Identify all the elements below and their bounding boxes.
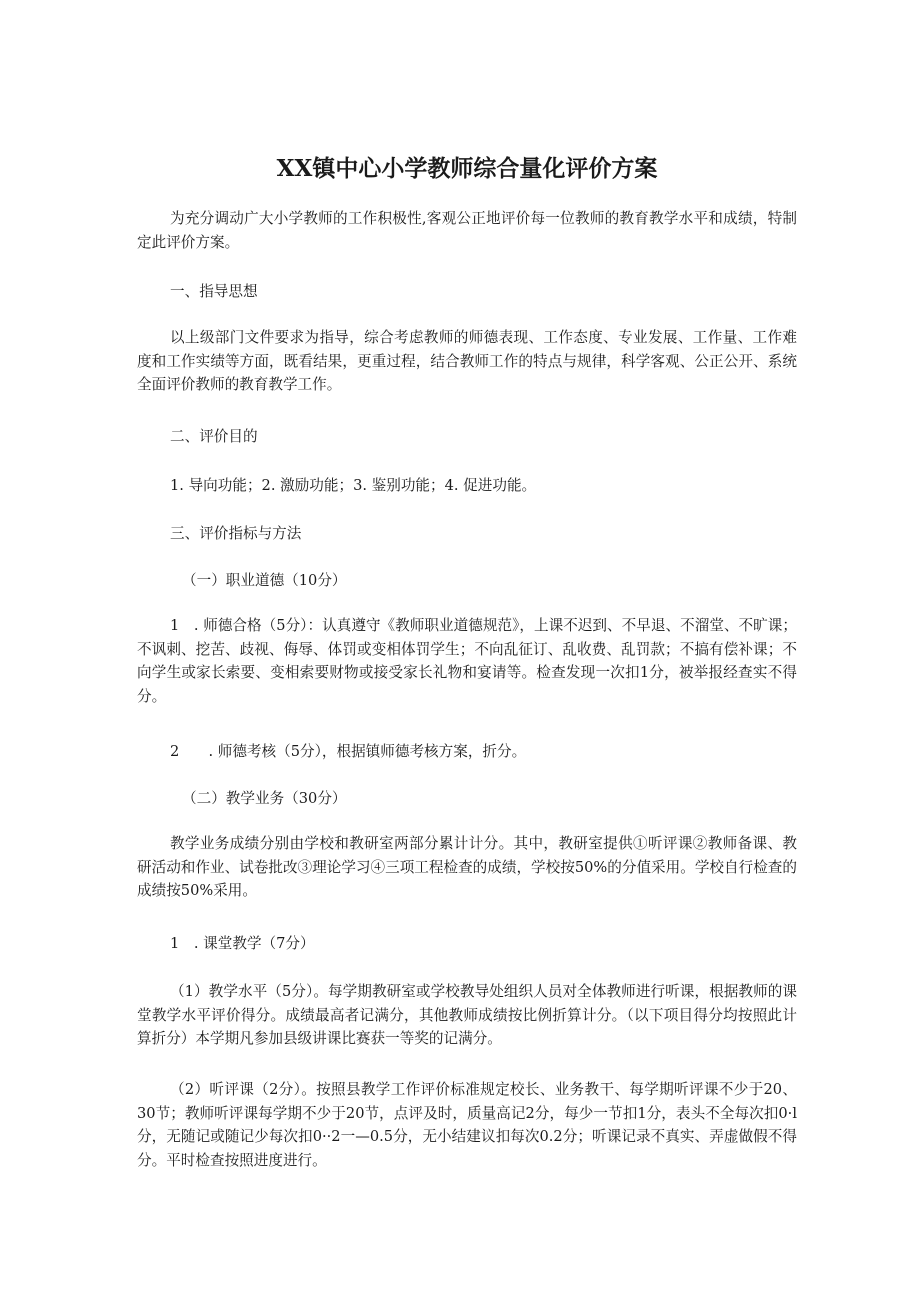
- subsection-heading-teaching-business: （二）教学业务（30分）: [182, 790, 347, 807]
- section-heading-evaluation-indicators: 三、评价指标与方法: [170, 525, 302, 542]
- subsection-body-teaching-business: 教学业务成绩分别由学校和教研室两部分累计计分。其中，教研室提供①听评课②教师备课、教研活动和作业、试卷批改③理论学习④三项工程检查的成绩，学校按50%的分值采用。学校自行检查的成绩按50%采用。: [137, 835, 797, 899]
- item-ethics-qualified: 1 . 师德合格（5分）：认真遵守《教师职业道德规范》，上课不迟到、不早退、不溜堂、不旷课；不讽刺、挖苦、歧视、侮辱、体罚或变相体罚学生；不向乱征订、乱收费、乱罚款；不搞有偿补课；不向学生或家长索要、变相索要财物或接受家长礼物和宴请等。检查发现一次扣1分，被举报经查实不得分。: [137, 617, 797, 705]
- section-heading-evaluation-purpose: 二、评价目的: [170, 428, 258, 445]
- section-body-evaluation-purpose: 1. 导向功能；2. 激励功能；3. 鉴别功能；4. 促进功能。: [170, 477, 537, 494]
- section-body-guiding-ideology: 以上级部门文件要求为指导，综合考虑教师的师德表现、工作态度、专业发展、工作量、工作难度和工作实绩等方面，既看结果，更重过程，结合教师工作的特点与规律，科学客观、公正公开、系统全面评价教师的教育教学工作。: [137, 329, 797, 393]
- section-heading-guiding-ideology: 一、指导思想: [170, 283, 258, 300]
- subsection-heading-professional-ethics: （一）职业道德（10分）: [182, 572, 347, 589]
- item-lesson-observation: （2）听评课（2分）。按照县教学工作评价标准规定校长、业务教干、每学期听评课不少于20、30节；教师听评课每学期不少于20节，点评及时，质量高记2分，每少一节扣1分，表头不全每次扣0·l分，无随记或随记少每次扣0··2一—0.5分，无小结建议扣每次0.2分；听课记录不真实、弄虚做假不得分。平时检查按照进度进行。: [137, 1081, 797, 1169]
- item-ethics-assessment: 2 . 师德考核（5分），根据镇师德考核方案，折分。: [170, 743, 527, 760]
- intro-paragraph: 为充分调动广大小学教师的工作积极性,客观公正地评价每一位教师的教育教学水平和成绩，特制定此评价方案。: [137, 210, 797, 251]
- document-title: XX镇中心小学教师综合量化评价方案: [276, 155, 658, 182]
- item-teaching-level: （1）教学水平（5分）。每学期教研室或学校教导处组织人员对全体教师进行听课，根据教师的课堂教学水平评价得分。成绩最高者记满分，其他教师成绩按比例折算计分。（以下项目得分均按照此计算折分）本学期凡参加县级讲课比赛获一等奖的记满分。: [137, 983, 797, 1047]
- item-classroom-teaching: 1 . 课堂教学（7分）: [170, 935, 315, 952]
